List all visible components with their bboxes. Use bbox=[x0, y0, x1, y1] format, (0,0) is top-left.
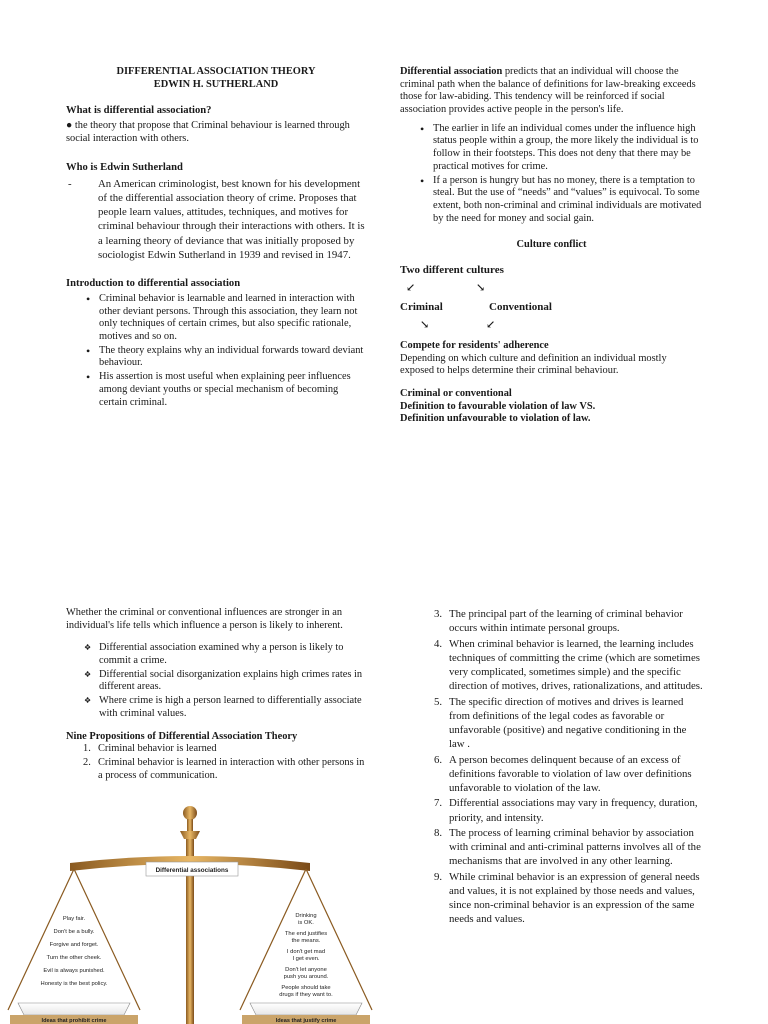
list-item: • Criminal behavior is learnable and learned in interaction with other deviant persons. Through this association, they learn not only techniques of certain crimes, but also specific rationale, motives and so on. bbox=[99, 293, 366, 344]
heading-who-is: Who is Edwin Sutherland bbox=[66, 161, 183, 173]
definition-unfavourable: Definition unfavourable to violation of law. bbox=[400, 413, 591, 425]
list-item: Evil is always punished. bbox=[43, 968, 105, 974]
proposition-item: 7. Differential associations may vary in frequency, duration, priority, and intensity. bbox=[434, 797, 698, 824]
who-is-body: - An American criminologist, best known for his development of the differential association theory of crime. Proposes that people learn values, attitudes, techniques, and motives for criminal behaviour through their interactions with others. It is a learning theory of deviance that was initially proposed by sociologist Edwin Sutherland in 1939 and revised in 1947. bbox=[98, 177, 366, 263]
list-item: Don't let anyone bbox=[285, 967, 327, 973]
list-item: Don't be a bully. bbox=[53, 929, 95, 935]
top-right-column bbox=[400, 66, 703, 426]
definition-favourable: Definition to favourable violation of law VS. bbox=[400, 400, 596, 412]
arrow-down-right-icon: ↘ bbox=[420, 318, 430, 331]
list-item: the means. bbox=[291, 938, 321, 944]
arrow-down-left-icon: ↙ bbox=[406, 281, 416, 294]
compete-body: Depending on which culture and definition an individual mostly exposed to helps determine their criminal behaviour. bbox=[400, 352, 667, 377]
bottom-intro: Whether the criminal or conventional influences are stronger in an individual's life tells which influence a person is likely to inherent. bbox=[66, 607, 343, 631]
criminal-label: Criminal bbox=[400, 300, 443, 313]
list-item: ❖ Where crime is high a person learned to differentially associate with criminal values. bbox=[99, 695, 366, 720]
left-pan-items bbox=[41, 916, 108, 987]
finial-ball bbox=[183, 806, 197, 820]
list-item: push you around. bbox=[283, 974, 329, 980]
list-item: Play fair. bbox=[62, 916, 86, 922]
lead-text: predicts that an individual will choose the criminal path when the balance of definitions for law-breaking exceeds those for law-abiding. This tendency will be reinforced if social association provides active people in the person's life. bbox=[400, 66, 696, 116]
list-item: is OK. bbox=[298, 920, 314, 926]
list-item: ❖ Differential association examined why a person is likely to commit a crime. bbox=[99, 642, 366, 667]
left-pan bbox=[18, 1003, 130, 1015]
who-is-list bbox=[66, 177, 366, 263]
list-item: Drinking bbox=[295, 913, 317, 919]
right-pan bbox=[250, 1003, 362, 1015]
list-item: Forgive and forget. bbox=[49, 942, 99, 948]
document-title: DIFFERENTIAL ASSOCIATION THEORY bbox=[116, 66, 316, 77]
list-item: I don't get mad bbox=[286, 949, 326, 955]
proposition-item: 5. The specific direction of motives and drives is learned from definitions of the legal codes as favorable or unfavorable (positive) and negative conditioning in the law . bbox=[434, 695, 687, 751]
heading-introduction: Introduction to differential association bbox=[66, 278, 241, 290]
proposition-item: 9. While criminal behavior is an expression of general needs and values, it is not explained by those needs and values, since non-criminal behavior is an expression of the same needs and values. bbox=[434, 870, 700, 926]
bottom-diamond-list bbox=[66, 642, 366, 720]
right-pan-items bbox=[279, 913, 333, 998]
proposition-item: 3. The principal part of the learning of criminal behavior occurs within intimate personal groups. bbox=[434, 608, 683, 635]
arrow-down-left-icon: ↙ bbox=[486, 318, 496, 331]
list-item: Turn the other cheek. bbox=[46, 955, 102, 961]
list-item: ❖ Differential social disorganization explains high crimes rates in different areas. bbox=[99, 669, 366, 694]
list-item: People should take bbox=[281, 985, 331, 991]
criminal-or-conventional: Criminal or conventional bbox=[400, 388, 512, 399]
compete-heading: Compete for residents' adherence bbox=[400, 339, 549, 351]
heading-what-is: What is differential association? bbox=[66, 105, 212, 117]
right-pan-label: Ideas that justify crime bbox=[275, 1018, 337, 1024]
left-pan-label: Ideas that prohibit crime bbox=[41, 1018, 107, 1024]
list-item: drugs if they want to. bbox=[279, 992, 333, 998]
proposition-item: 1. Criminal behavior is learned bbox=[83, 743, 217, 755]
intro-list bbox=[66, 293, 366, 409]
beam-label: Differential associations bbox=[155, 867, 229, 874]
proposition-item: 2. Criminal behavior is learned in interaction with other persons in a process of communication. bbox=[83, 756, 365, 781]
two-cultures-label: Two different cultures bbox=[400, 263, 504, 276]
lead-term: Differential association bbox=[400, 66, 503, 77]
conventional-label: Conventional bbox=[489, 300, 552, 313]
list-item: I get even. bbox=[292, 956, 320, 962]
culture-diagram bbox=[400, 264, 703, 336]
differential-associations-scale bbox=[0, 805, 384, 1024]
proposition-item: 8. The process of learning criminal behavior by association with criminal and anti-criminal patterns involves all of the mechanisms that are involved in any other learning. bbox=[434, 826, 701, 868]
list-item: • If a person is hungry but has no money, there is a temptation to steal. But the use of “needs” and “values” is equivocal. To some extent, both non-criminal and criminal individuals are motivated by the need for money and social gain. bbox=[433, 175, 703, 226]
list-item: Honesty is the best policy. bbox=[40, 981, 108, 987]
propositions-list-continued bbox=[434, 607, 704, 927]
lead-list bbox=[400, 123, 703, 226]
proposition-item: 6. A person becomes delinquent because of an excess of definitions favorable to violation of law over definitions unfavorable to violation of the law. bbox=[434, 753, 692, 794]
propositions-heading: Nine Propositions of Differential Association Theory bbox=[66, 730, 298, 742]
list-item: • The earlier in life an individual comes under the influence high status people within a group, the more likely the individual is to follow in their footsteps. This does not deny that there may be practical motives for crime. bbox=[433, 123, 703, 174]
bottom-left-column bbox=[66, 607, 366, 783]
document-author: EDWIN H. SUTHERLAND bbox=[153, 78, 279, 90]
lead-paragraph bbox=[400, 66, 703, 117]
top-left-column bbox=[66, 66, 366, 410]
arrow-down-right-icon: ↘ bbox=[476, 281, 486, 294]
list-item: The end justifies bbox=[284, 931, 328, 937]
list-item: • His assertion is most useful when explaining peer influences among deviant youths or special mechanism of becoming certain criminal. bbox=[99, 371, 366, 409]
what-is-body: ● the theory that propose that Criminal behaviour is learned through social interaction with others. bbox=[66, 120, 350, 144]
list-item: • The theory explains why an individual forwards toward deviant behaviour. bbox=[99, 345, 366, 370]
propositions-list-start bbox=[66, 743, 366, 782]
proposition-item: 4. When criminal behavior is learned, the learning includes techniques of committing the crime (which are sometimes very complicated, sometimes simple) and the specific direction of motives, drives, rationalizations, and attitudes. bbox=[434, 637, 703, 693]
bottom-right-column bbox=[434, 607, 704, 928]
culture-conflict-heading: Culture conflict bbox=[516, 239, 587, 251]
